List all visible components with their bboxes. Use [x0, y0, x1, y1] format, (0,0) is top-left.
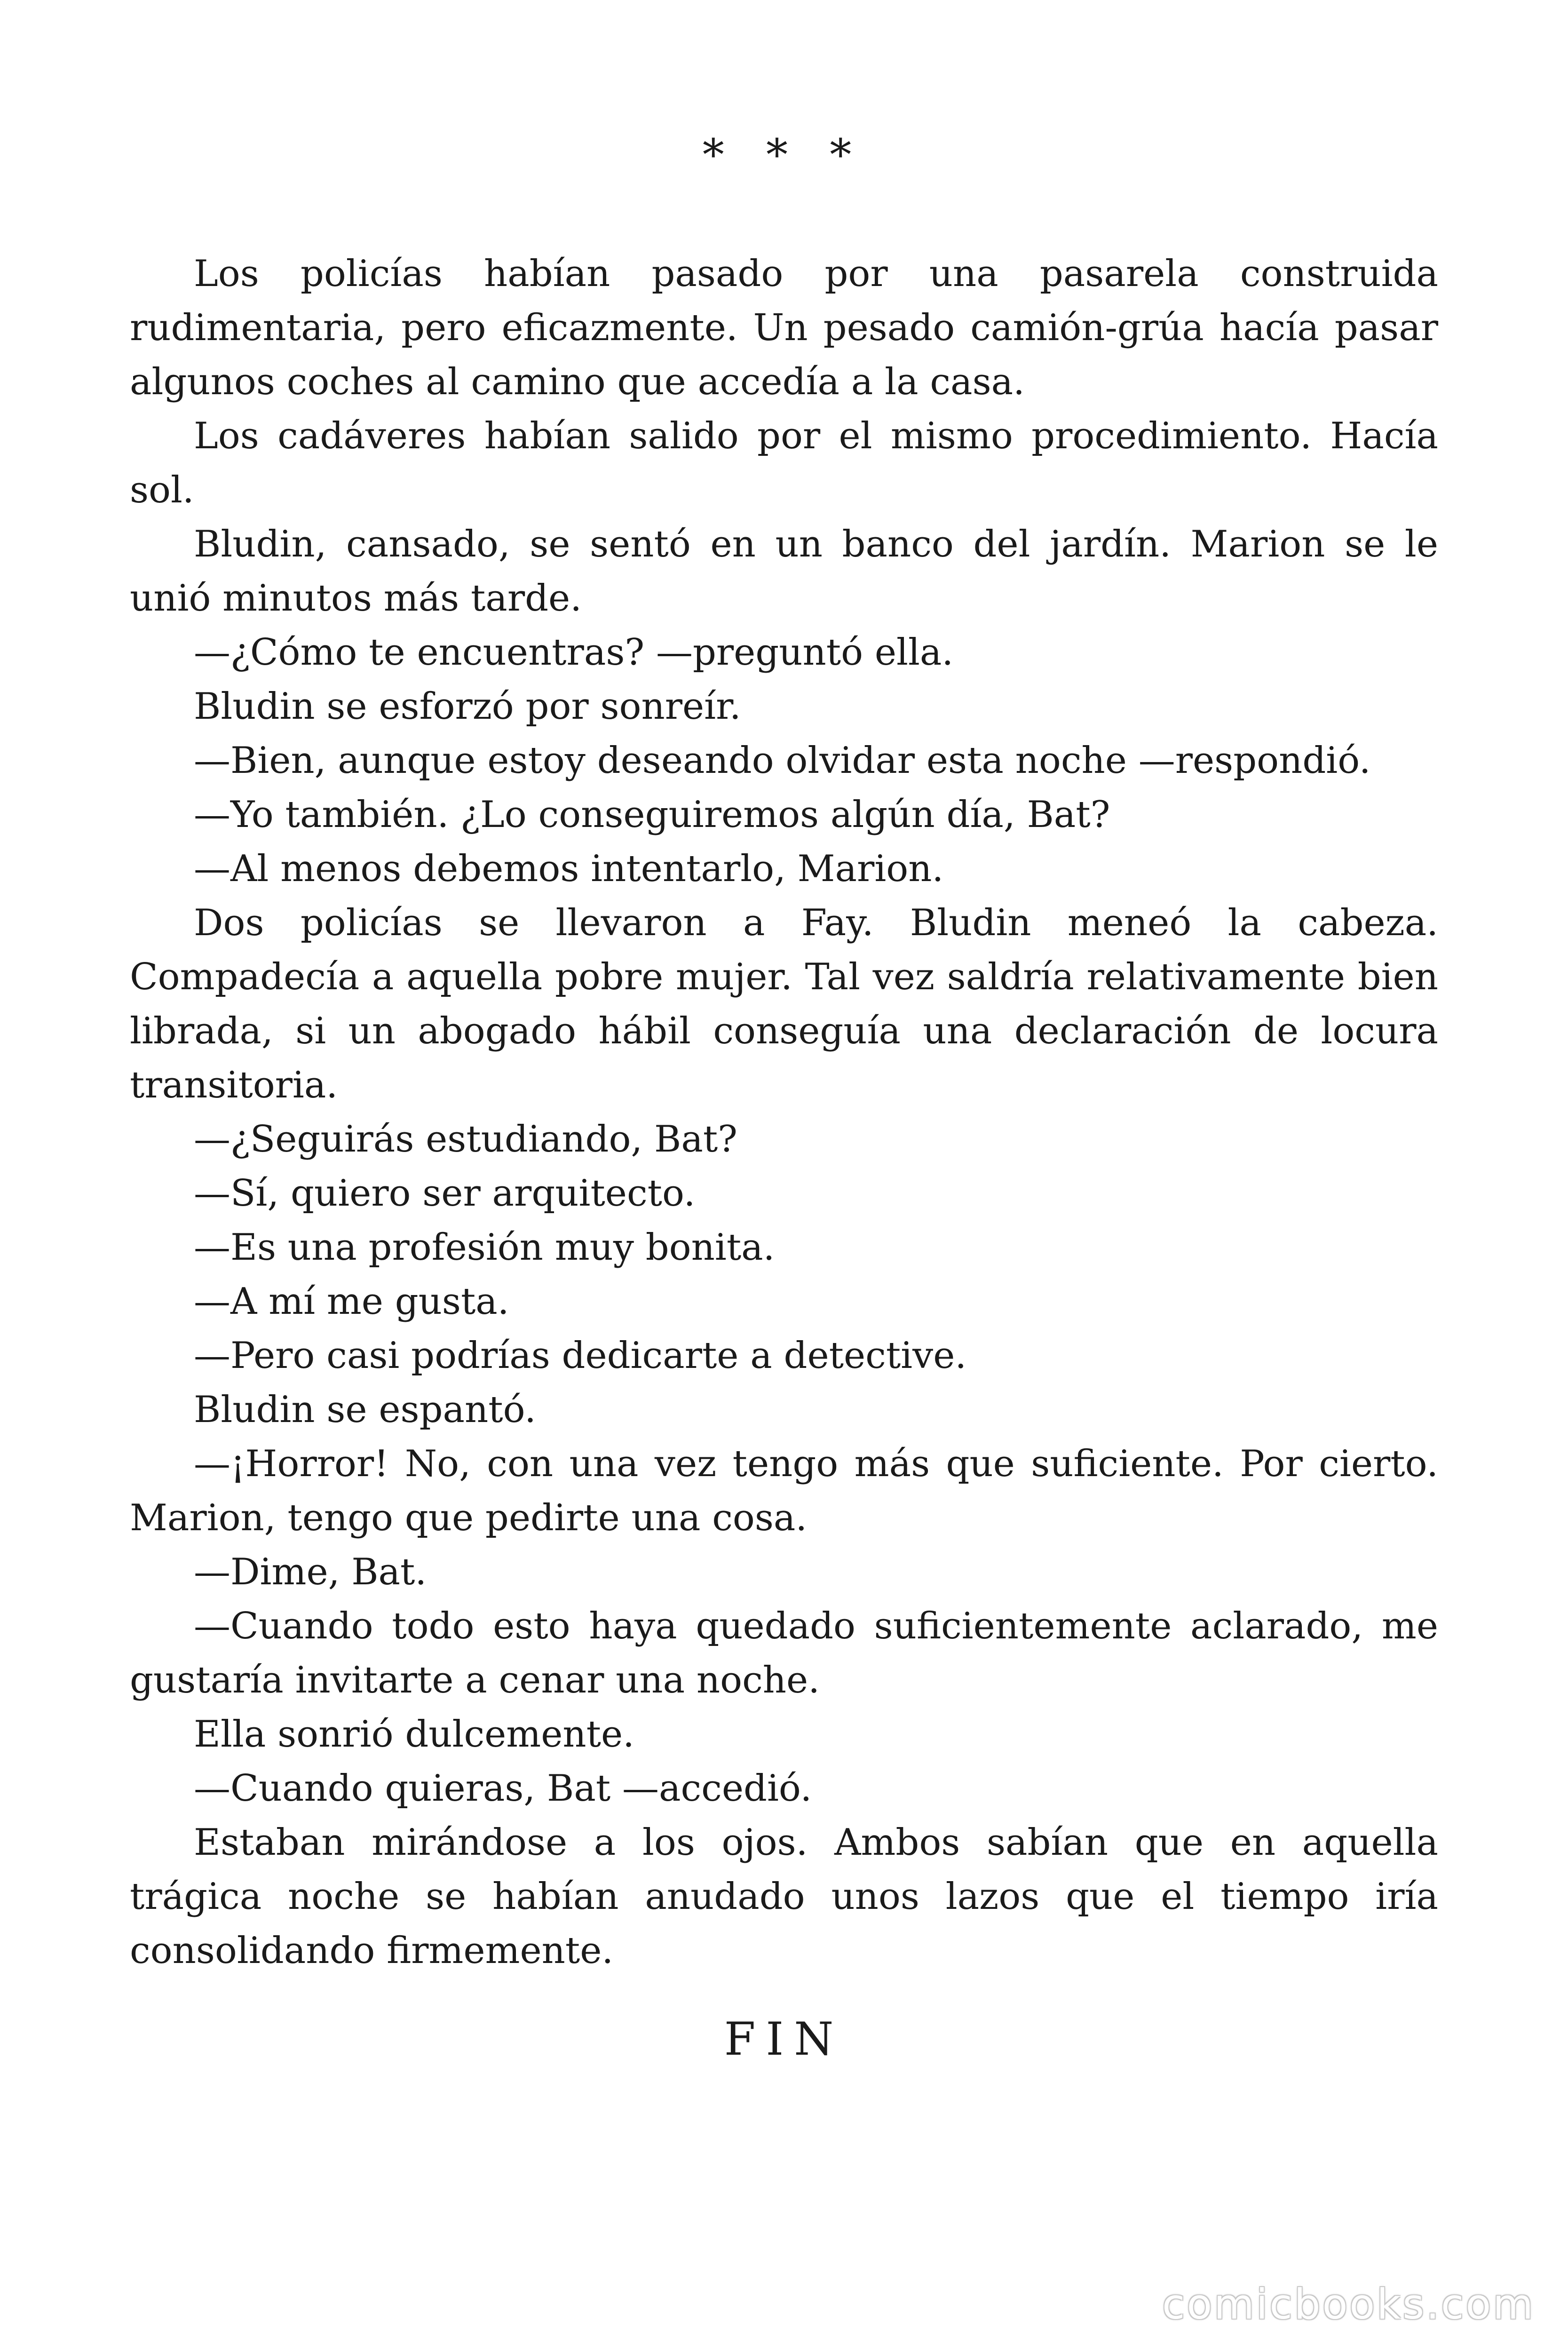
dialogue-line: —Es una profesión muy bonita.	[194, 1226, 775, 1269]
paragraph: Bludin, cansado, se sentó en un banco del jardín. Marion se le unió minutos más tarde.	[130, 523, 1438, 620]
dialogue-line: —Sí, quiero ser arquitecto.	[194, 1172, 696, 1215]
story-text	[130, 247, 1438, 1978]
section-separator: * * *	[702, 130, 866, 180]
paragraph: Los cadáveres habían salido por el mismo procedimiento. Hacía sol.	[130, 415, 1438, 511]
dialogue-line: —Yo también. ¿Lo conseguiremos algún día, Bat?	[194, 794, 1110, 836]
dialogue-line: —Al menos debemos intentarlo, Marion.	[194, 848, 944, 890]
paragraph: Dos policías se llevaron a Fay. Bludin meneó la cabeza. Compadecía a aquella pobre mujer. Tal vez saldría relativamente bien librada, si un abogado hábil conseguía una declaración de locura transitoria.	[130, 902, 1438, 1106]
dialogue-line: —Cuando todo esto haya quedado suficientemente aclarado, me gustaría invitarte a cenar una noche.	[130, 1605, 1438, 1701]
dialogue-line: —Pero casi podrías dedicarte a detective.	[194, 1335, 967, 1377]
dialogue-line: —Bien, aunque estoy deseando olvidar esta noche —respondió.	[194, 739, 1371, 782]
dialogue-line: —Cuando quieras, Bat —accedió.	[194, 1767, 812, 1810]
dialogue-line: —¡Horror! No, con una vez tengo más que suficiente. Por cierto. Marion, tengo que pedirte una cosa.	[130, 1443, 1438, 1539]
ending-title: FIN	[724, 2013, 844, 2066]
paragraph: Ella sonrió dulcemente.	[194, 1713, 634, 1756]
dialogue-line: —¿Cómo te encuentras? —preguntó ella.	[194, 631, 954, 674]
paragraph: Bludin se esforzó por sonreír.	[194, 685, 741, 728]
paragraph: Los policías habían pasado por una pasarela construida rudimentaria, pero eficazmente. Un pesado camión-grúa hacía pasar algunos coches al camino que accedía a la casa.	[130, 253, 1438, 403]
paragraph: Estaban mirándose a los ojos. Ambos sabían que en aquella trágica noche se habían anudado unos lazos que el tiempo iría consolidando firmemente.	[130, 1821, 1438, 1972]
dialogue-line: —Dime, Bat.	[194, 1551, 427, 1593]
paragraph: Bludin se espantó.	[194, 1389, 536, 1431]
dialogue-line: —¿Seguirás estudiando, Bat?	[194, 1118, 737, 1160]
watermark: comicbooks.com	[1162, 2280, 1535, 2328]
dialogue-line: —A mí me gusta.	[194, 1280, 509, 1323]
